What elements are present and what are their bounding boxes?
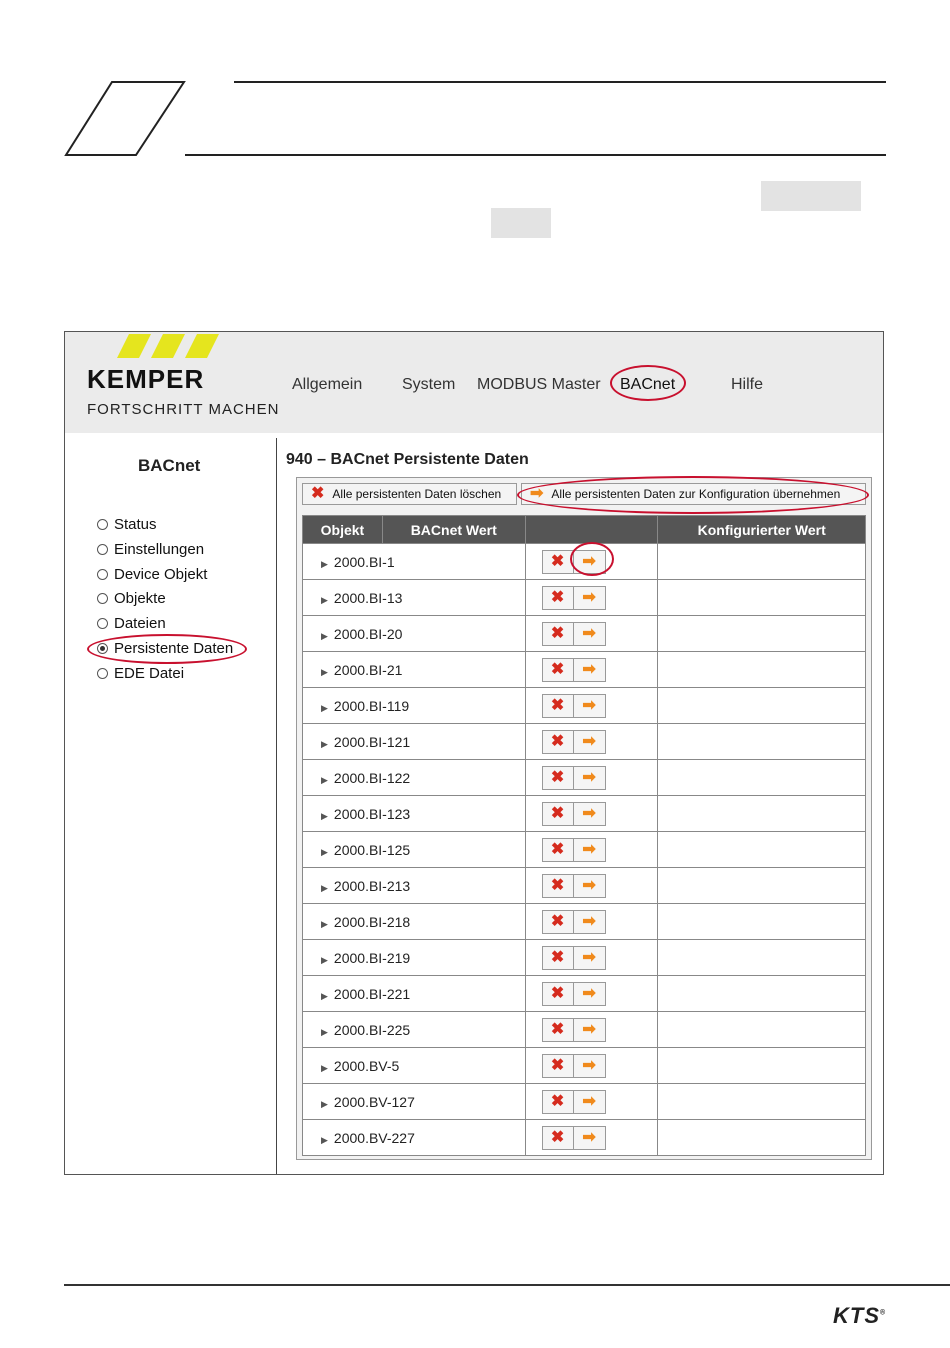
actions-cell: [525, 1120, 658, 1156]
configured-value-cell: [658, 652, 866, 688]
delete-icon: ✖: [550, 804, 565, 822]
delete-row-button[interactable]: [542, 946, 574, 970]
actions-cell: [525, 868, 658, 904]
table-row: [303, 1048, 866, 1084]
expand-row-toggle[interactable]: ▶ 2000.BV-227: [321, 1129, 415, 1146]
delete-row-button[interactable]: [542, 766, 574, 790]
object-cell: [303, 976, 526, 1012]
object-cell: [303, 544, 526, 580]
apply-row-button[interactable]: [574, 1090, 606, 1114]
arrow-right-icon: ➡: [582, 984, 596, 1002]
column-header-bacnet-wert: BACnet Wert: [382, 516, 525, 544]
configured-value-cell: [658, 904, 866, 940]
apply-row-button[interactable]: [574, 910, 606, 934]
delete-icon: ✖: [550, 696, 565, 714]
expand-triangle-icon[interactable]: ▶: [321, 1026, 328, 1037]
delete-icon: ✖: [550, 948, 565, 966]
highlight-persistente-daten: [87, 634, 247, 664]
expand-triangle-icon[interactable]: ▶: [321, 774, 328, 785]
sidebar-item-persistente-daten[interactable]: Persistente Daten: [97, 640, 233, 657]
apply-row-button[interactable]: [574, 730, 606, 754]
delete-icon: ✖: [550, 912, 565, 930]
object-cell: [303, 616, 526, 652]
radio-icon[interactable]: [97, 544, 108, 555]
object-cell: [303, 904, 526, 940]
highlight-row-apply-button: [570, 542, 614, 576]
expand-triangle-icon[interactable]: ▶: [321, 666, 328, 677]
delete-row-button[interactable]: [542, 910, 574, 934]
sidebar-item-objekte[interactable]: Objekte: [97, 590, 166, 607]
actions-cell: [525, 796, 658, 832]
apply-row-button[interactable]: [574, 766, 606, 790]
expand-row-toggle[interactable]: ▶ 2000.BI-122: [321, 769, 411, 786]
expand-row-toggle[interactable]: ▶ 2000.BI-218: [321, 913, 411, 930]
arrow-right-icon: ➡: [582, 732, 596, 750]
column-header-actions: [525, 516, 658, 544]
brand-logo: KEMPER: [87, 364, 205, 394]
delete-row-button[interactable]: [542, 1054, 574, 1078]
delete-row-button[interactable]: [542, 802, 574, 826]
arrow-right-icon: ➡: [582, 948, 596, 966]
expand-triangle-icon[interactable]: ▶: [321, 918, 328, 929]
arrow-right-icon: ➡: [582, 912, 596, 930]
object-cell: [303, 1084, 526, 1120]
expand-row-toggle[interactable]: ▶ 2000.BI-221: [321, 985, 411, 1002]
expand-row-toggle[interactable]: ▶ 2000.BI-213: [321, 877, 411, 894]
column-header-konfigurierter-wert: Konfigurierter Wert: [658, 516, 866, 544]
apply-row-button[interactable]: [574, 838, 606, 862]
arrow-right-icon: ➡: [582, 1020, 596, 1038]
table-row: [303, 796, 866, 832]
table-row: [303, 1120, 866, 1156]
expand-row-toggle[interactable]: ▶ 2000.BV-127: [321, 1093, 415, 1110]
delete-icon: ✖: [550, 732, 565, 750]
table-row: [303, 688, 866, 724]
redacted-block: [491, 208, 551, 238]
configured-value-cell: [658, 616, 866, 652]
actions-cell: [525, 940, 658, 976]
object-cell: [303, 868, 526, 904]
apply-row-button[interactable]: [574, 982, 606, 1006]
logo-stripes-icon: [115, 334, 227, 363]
footer-logo: KTS®: [833, 1303, 887, 1328]
expand-row-toggle[interactable]: ▶ 2000.BI-20: [321, 625, 403, 642]
web-ui-screenshot: [64, 331, 884, 1175]
expand-row-toggle[interactable]: ▶ 2000.BI-125: [321, 841, 411, 858]
delete-row-button[interactable]: [542, 622, 574, 646]
arrow-right-icon: ➡: [582, 840, 596, 858]
arrow-right-icon: ➡: [582, 696, 596, 714]
apply-row-button[interactable]: [574, 802, 606, 826]
actions-cell: [525, 904, 658, 940]
arrow-right-icon: ➡: [582, 660, 596, 678]
configured-value-cell: [658, 832, 866, 868]
object-cell: [303, 796, 526, 832]
actions-cell: [525, 976, 658, 1012]
delete-row-button[interactable]: [542, 730, 574, 754]
nav-allgemein[interactable]: Allgemein: [292, 376, 363, 393]
object-cell: [303, 1012, 526, 1048]
actions-cell: [525, 1048, 658, 1084]
delete-icon: ✖: [550, 1092, 565, 1110]
apply-row-button[interactable]: [574, 946, 606, 970]
configured-value-cell: [658, 688, 866, 724]
actions-cell: [525, 760, 658, 796]
arrow-right-icon: ➡: [582, 804, 596, 822]
configured-value-cell: [658, 940, 866, 976]
expand-triangle-icon[interactable]: ▶: [321, 738, 328, 749]
radio-icon[interactable]: [97, 519, 108, 530]
nav-bacnet[interactable]: BACnet: [620, 376, 676, 393]
radio-icon[interactable]: [97, 668, 108, 679]
delete-row-button[interactable]: [542, 550, 574, 574]
persistent-data-panel: [296, 477, 872, 1160]
expand-row-toggle[interactable]: ▶ 2000.BI-219: [321, 949, 411, 966]
sidebar-divider: [276, 438, 277, 1174]
expand-triangle-icon[interactable]: ▶: [321, 702, 328, 713]
apply-all-button[interactable]: ➡ Alle persistenten Daten zur Konfiguration übernehmen: [521, 483, 866, 505]
apply-row-button[interactable]: [574, 1054, 606, 1078]
configured-value-cell: [658, 1084, 866, 1120]
actions-cell: [525, 688, 658, 724]
persistent-data-table: [302, 515, 866, 1156]
expand-triangle-icon[interactable]: ▶: [321, 558, 328, 569]
expand-row-toggle[interactable]: ▶ 2000.BI-123: [321, 805, 411, 822]
radio-icon[interactable]: [97, 618, 108, 629]
object-cell: [303, 1048, 526, 1084]
expand-triangle-icon[interactable]: ▶: [321, 990, 328, 1001]
apply-row-button[interactable]: [574, 1126, 606, 1150]
expand-row-toggle[interactable]: ▶ 2000.BI-21: [321, 661, 403, 678]
configured-value-cell: [658, 796, 866, 832]
configured-value-cell: [658, 544, 866, 580]
table-row: [303, 1084, 866, 1120]
expand-triangle-icon[interactable]: ▶: [321, 1098, 328, 1109]
delete-icon: ✖: [550, 660, 565, 678]
delete-row-button[interactable]: [542, 1018, 574, 1042]
delete-row-button[interactable]: [542, 1090, 574, 1114]
configured-value-cell: [658, 724, 866, 760]
arrow-right-icon: ➡: [582, 876, 596, 894]
apply-row-button[interactable]: [574, 1018, 606, 1042]
delete-row-button[interactable]: [542, 982, 574, 1006]
arrow-right-icon: ➡: [582, 768, 596, 786]
apply-row-button[interactable]: [574, 586, 606, 610]
delete-row-button[interactable]: [542, 874, 574, 898]
page-title: 940 – BACnet Persistente Daten: [286, 451, 529, 468]
configured-value-cell: [658, 1120, 866, 1156]
header-rule-top: [234, 81, 886, 83]
arrow-right-icon: ➡: [530, 485, 544, 502]
expand-triangle-icon[interactable]: ▶: [321, 882, 328, 893]
apply-row-button[interactable]: [574, 622, 606, 646]
arrow-right-icon: ➡: [582, 1128, 596, 1146]
delete-row-button[interactable]: [542, 586, 574, 610]
expand-triangle-icon[interactable]: ▶: [321, 594, 328, 605]
table-row: [303, 1012, 866, 1048]
brand-slogan: FORTSCHRITT MACHEN: [87, 401, 280, 418]
expand-triangle-icon[interactable]: ▶: [321, 846, 328, 857]
expand-row-toggle[interactable]: ▶ 2000.BI-121: [321, 733, 411, 750]
radio-icon[interactable]: [97, 593, 108, 604]
expand-row-toggle[interactable]: ▶ 2000.BV-5: [321, 1057, 400, 1074]
actions-cell: [525, 1084, 658, 1120]
header-rule-bottom: [185, 154, 886, 156]
expand-row-toggle[interactable]: ▶ 2000.BI-13: [321, 589, 403, 606]
delete-icon: ✖: [550, 1128, 565, 1146]
sidebar-item-ede-datei[interactable]: EDE Datei: [97, 665, 184, 682]
delete-icon: ✖: [550, 1056, 565, 1074]
table-row: [303, 976, 866, 1012]
actions-cell: [525, 724, 658, 760]
actions-cell: [525, 652, 658, 688]
object-cell: [303, 724, 526, 760]
object-cell: [303, 832, 526, 868]
arrow-right-icon: ➡: [582, 1056, 596, 1074]
expand-triangle-icon[interactable]: ▶: [321, 630, 328, 641]
table-row: [303, 580, 866, 616]
actions-cell: [525, 580, 658, 616]
nav-system[interactable]: System: [402, 376, 456, 393]
arrow-right-icon: ➡: [582, 588, 596, 606]
highlight-nav-bacnet: [610, 365, 686, 401]
object-cell: [303, 580, 526, 616]
configured-value-cell: [658, 1012, 866, 1048]
arrow-right-icon: ➡: [582, 1092, 596, 1110]
table-body: [303, 544, 866, 1156]
arrow-right-icon: ➡: [582, 624, 596, 642]
delete-icon: ✖: [550, 624, 565, 642]
configured-value-cell: [658, 1048, 866, 1084]
delete-icon: ✖: [550, 984, 565, 1002]
table-row: [303, 832, 866, 868]
expand-row-toggle[interactable]: ▶ 2000.BI-119: [321, 697, 410, 714]
delete-icon: ✖: [550, 552, 565, 570]
actions-cell: [525, 832, 658, 868]
expand-triangle-icon[interactable]: ▶: [321, 1134, 328, 1145]
delete-icon: ✖: [550, 588, 565, 606]
sidebar-title: BACnet: [138, 456, 201, 475]
delete-icon: ✖: [311, 485, 325, 502]
nav-hilfe[interactable]: Hilfe: [731, 376, 764, 393]
object-cell: [303, 1120, 526, 1156]
sidebar-item-status[interactable]: Status: [97, 516, 157, 533]
arrow-right-icon: ➡: [582, 552, 596, 570]
table-row: [303, 724, 866, 760]
table-row: [303, 904, 866, 940]
object-cell: [303, 652, 526, 688]
delete-row-button[interactable]: [542, 1126, 574, 1150]
sidebar-item-dateien[interactable]: Dateien: [97, 615, 166, 632]
apply-row-button[interactable]: [574, 658, 606, 682]
configured-value-cell: [658, 580, 866, 616]
expand-row-toggle[interactable]: ▶ 2000.BI-1: [321, 553, 395, 570]
expand-triangle-icon[interactable]: ▶: [321, 954, 328, 965]
radio-icon[interactable]: [97, 569, 108, 580]
redacted-block: [761, 181, 861, 211]
table-row: [303, 616, 866, 652]
delete-all-button[interactable]: ✖ Alle persistenten Daten löschen: [302, 483, 517, 505]
table-row: [303, 940, 866, 976]
object-cell: [303, 940, 526, 976]
delete-icon: ✖: [550, 840, 565, 858]
actions-cell: [525, 616, 658, 652]
delete-row-button[interactable]: [542, 838, 574, 862]
expand-row-toggle[interactable]: ▶ 2000.BI-225: [321, 1021, 411, 1038]
footer-rule: [64, 1284, 950, 1286]
apply-row-button[interactable]: [574, 694, 606, 718]
table-row: [303, 868, 866, 904]
object-cell: [303, 760, 526, 796]
sidebar-item-einstellungen[interactable]: Einstellungen: [97, 541, 204, 558]
configured-value-cell: [658, 760, 866, 796]
delete-icon: ✖: [550, 1020, 565, 1038]
delete-row-button[interactable]: [542, 658, 574, 682]
table-header-row: [303, 516, 866, 544]
table-row: [303, 652, 866, 688]
column-header-objekt: Objekt: [303, 516, 383, 544]
delete-icon: ✖: [550, 876, 565, 894]
expand-triangle-icon[interactable]: ▶: [321, 810, 328, 821]
configured-value-cell: [658, 976, 866, 1012]
apply-row-button[interactable]: [574, 874, 606, 898]
delete-icon: ✖: [550, 768, 565, 786]
chapter-marker: [64, 80, 188, 158]
sidebar-item-device-objekt[interactable]: Device Objekt: [97, 566, 207, 583]
highlight-apply-all-button: [517, 476, 869, 514]
table-row: [303, 760, 866, 796]
configured-value-cell: [658, 868, 866, 904]
actions-cell: [525, 1012, 658, 1048]
expand-triangle-icon[interactable]: ▶: [321, 1062, 328, 1073]
nav-modbus-master[interactable]: MODBUS Master: [477, 376, 601, 393]
object-cell: [303, 688, 526, 724]
delete-row-button[interactable]: [542, 694, 574, 718]
top-bar: [65, 332, 883, 433]
